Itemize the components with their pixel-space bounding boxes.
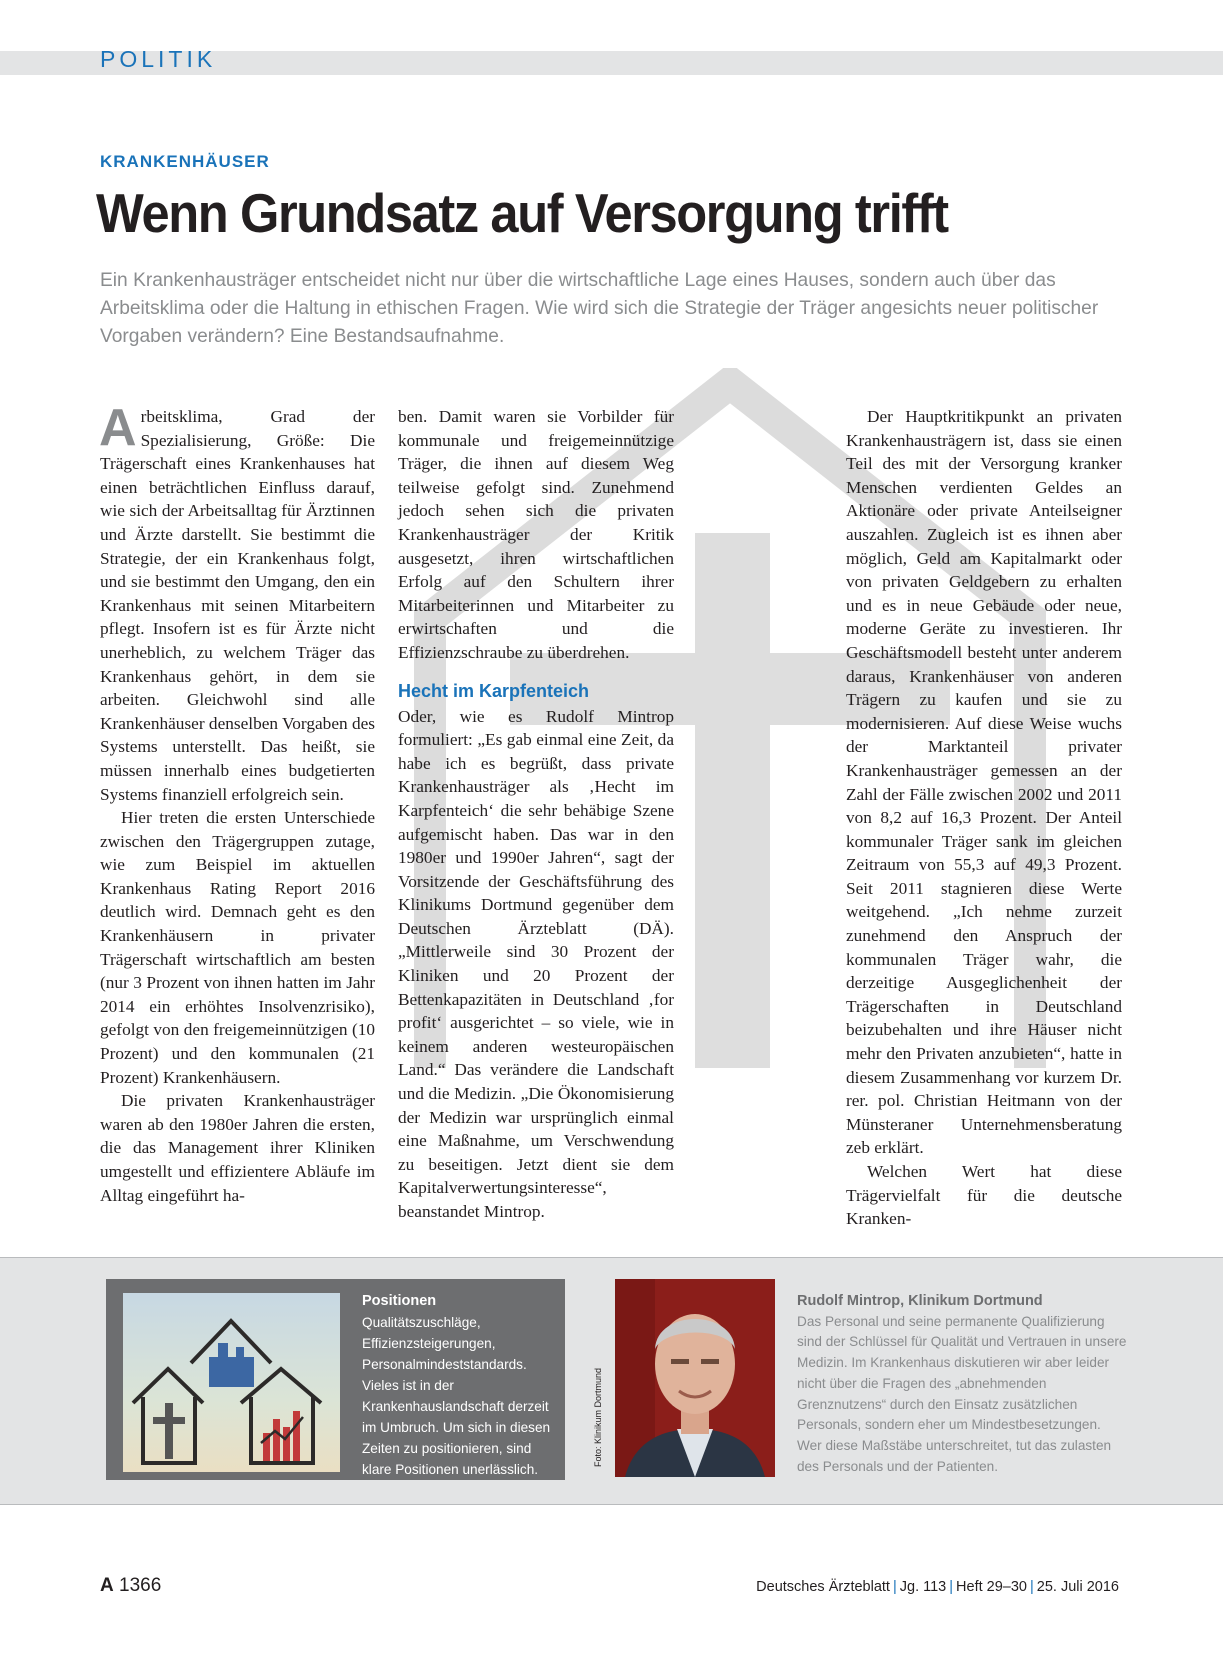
portrait-photo bbox=[615, 1279, 775, 1477]
page-number: A 1366 bbox=[100, 1575, 162, 1596]
positions-title: Positionen bbox=[362, 1293, 437, 1309]
journal-footer: Deutsches Ärzteblatt | Jg. 113 | Heft 29–30 | 25. Juli 2016 bbox=[756, 1579, 1119, 1595]
positions-body: Qualitätszuschläge, Effizienzsteigerungen, Personalmindeststandards. Vieles ist in der Krankenhauslandschaft derzeit im Umbruch. Um sich in diesen Zeiten zu positionieren, sind klare Positionen unerlässlich. bbox=[362, 1315, 551, 1477]
journal-issue: Heft 29–30 bbox=[956, 1579, 1027, 1595]
section-label: POLITIK bbox=[100, 46, 217, 72]
article-title: Wenn Grundsatz auf Versorgung trifft bbox=[96, 182, 948, 244]
paragraph: Die privaten Krankenhausträger waren ab den 1980er Jahren die ersten, die das Management ihrer Kliniken umgestellt und effizientere Abläufe im Alltag eingeführt ha- bbox=[100, 1091, 375, 1205]
article-lead: Ein Krankenhausträger entscheidet nicht nur über die wirtschaftliche Lage eines Hauses, sondern auch über das Arbeitsklima oder die Haltung in ethischen Fragen. Wie wird sich die Strategie der Träger angesichts neuer politischer Vorgaben verändern? Eine Bestandsaufnahme. bbox=[100, 270, 1099, 347]
positions-text-block bbox=[362, 1291, 552, 1480]
journal-date: 25. Juli 2016 bbox=[1036, 1579, 1119, 1595]
quote-text: Das Personal und seine permanente Qualifizierung sind der Schlüssel für Qualität und Vertrauen in unsere Medizin. Im Krankenhaus diskutieren wir aber leider nicht über die Fragen des „abnehmenden Grenznutzens“ durch den Einsatz zusätzlichen Personals, sondern eher um Mindestbesetzungen. Wer diese Maßstäbe unterschreitet, tut das zulasten des Personals und der Patienten. bbox=[797, 1313, 1127, 1474]
article-column-2 bbox=[398, 405, 674, 1224]
houses-illustration-icon bbox=[123, 1293, 340, 1472]
paragraph: ben. Damit waren sie Vorbilder für kommunale und freigemeinnützige Träger, die ihnen auf diesem Weg teilweise gefolgt sind. Zunehmend jedoch sehen sich die privaten Krankenhausträger der Kritik ausgesetzt, ihren wirtschaftlichen Erfolg auf den Schultern ihrer Mitarbeiterinnen und Mitarbeiter zu erwirtschaften und die Effizienzschraube zu überdrehen. bbox=[398, 407, 674, 662]
article-column-3 bbox=[846, 405, 1122, 1231]
journal-name: Deutsches Ärzteblatt bbox=[756, 1579, 890, 1595]
paragraph: Oder, wie es Rudolf Mintrop formuliert: „Es gab einmal eine Zeit, da habe ich es begrüßt, dass private Krankenhausträger als ‚Hecht im Karpfenteich‘ die sehr behäbige Szene aufgemischt haben. Das war in den 1980er und 1990er Jahren“, sagt der Vorsitzende der Geschäftsführung des Klinikums Dortmund gegenüber dem Deutschen Ärzteblatt (DÄ). „Mittlerweile sind 30 Prozent der Kliniken und 20 Prozent der Bettenkapazitäten in Deutschland ‚for profit‘ ausgerichtet – so viele, wie in keinem anderen westeuropäischen Land.“ Das verändere die Landschaft und die Medizin. „Die Ökonomisierung der Medizin war ursprünglich einmal eine Maßnahme, um Verschwendung zu beseitigen. Jetzt dient sie dem Kapitalverwertungsinteresse“, beanstandet Mintrop. bbox=[398, 706, 674, 1221]
dropcap: A bbox=[99, 399, 137, 457]
paragraph: Arbeitsklima, Grad der Spezialisierung, Größe: Die Trägerschaft eines Krankenhauses hat einen beträchtlichen Einfluss darauf, wie sich der Arbeitsalltag für Ärztinnen und Ärzte darstellt. Sie bestimmt die Strategie, der ein Krankenhaus folgt, und sie bestimmt den Umgang, den ein Krankenhaus mit seinen Mitarbeitern pflegt. Insofern ist es für Ärzte nicht unerheblich, zu welchem Träger das Krankenhaus gehört, in dem sie arbeiten. Gleichwohl sind alle Krankenhäuser denselben Vorgaben des Systems unterstellt. Das heißt, sie müssen innerhalb eines budgetierten Systems finanziell erfolgreich sein. bbox=[99, 399, 375, 804]
article-column-1 bbox=[99, 399, 375, 1207]
paragraph: Der Hauptkritikpunkt an privaten Krankenhausträgern ist, dass sie einen Teil des mit der Versorgung kranker Menschen verdienten Geldes an Aktionäre oder private Anteilseigner auszahlen. Zugleich ist es ihnen aber möglich, Geld am Kapitalmarkt oder von privaten Geldgebern zu erhalten und es in neue Gebäude oder neue, moderne Geräte zu investieren. Ihr Geschäftsmodell besteht unter anderem daraus, Krankenhäuser von anderen Trägern zu kaufen und sie zu modernisieren. Auf diese Weise wuchs der Marktanteil privater Krankenhausträger gemessen an der Zahl der Fälle zwischen 2002 und 2011 von 8,2 auf 16,3 Prozent. Der Anteil kommunaler Träger sank im gleichen Zeitraum von 55,3 auf 49,3 Prozent. Seit 2011 stagnieren diese Werte weitgehend. „Ich nehme zurzeit zunehmend den Anspruch der kommunalen Träger wahr, die derzeitige Ausgeglichenheit der Trägerschaften in Deutschland beizubehalten und ihre Häuser nicht mehr den Privaten anzubieten“, hatte in diesem Zusammenhang vor kurzem Dr. rer. pol. Christian Heitmann von der Münsteraner Unternehmensberatung zeb erklärt. bbox=[846, 407, 1122, 1158]
portrait-image bbox=[615, 1279, 775, 1477]
paragraph: Welchen Wert hat diese Trägervielfalt für die deutsche Kranken- bbox=[846, 1162, 1122, 1229]
quote-block bbox=[797, 1291, 1127, 1477]
photo-credit: Foto: Klinikum Dortmund bbox=[593, 1367, 603, 1467]
subheading: Hecht im Karpfenteich bbox=[398, 680, 590, 701]
paragraph: Hier treten die ersten Unterschiede zwischen den Trägergruppen zutage, wie zum Beispiel im aktuellen Krankenhaus Rating Report 2016 deutlich wird. Demnach geht es den Krankenhäusern in privater Trägerschaft wirtschaftlich am besten (nur 3 Prozent von ihnen hatten im Jahr 2014 ein erhöhtes Insolvenzrisiko), gefolgt von den freigemeinnützigen (10 Prozent) und den kommunalen (21 Prozent) Krankenhäusern. bbox=[100, 808, 375, 1087]
article-kicker: KRANKENHÄUSER bbox=[100, 152, 270, 171]
quote-name: Rudolf Mintrop, Klinikum Dortmund bbox=[797, 1293, 1043, 1309]
journal-volume: Jg. 113 bbox=[899, 1579, 947, 1595]
